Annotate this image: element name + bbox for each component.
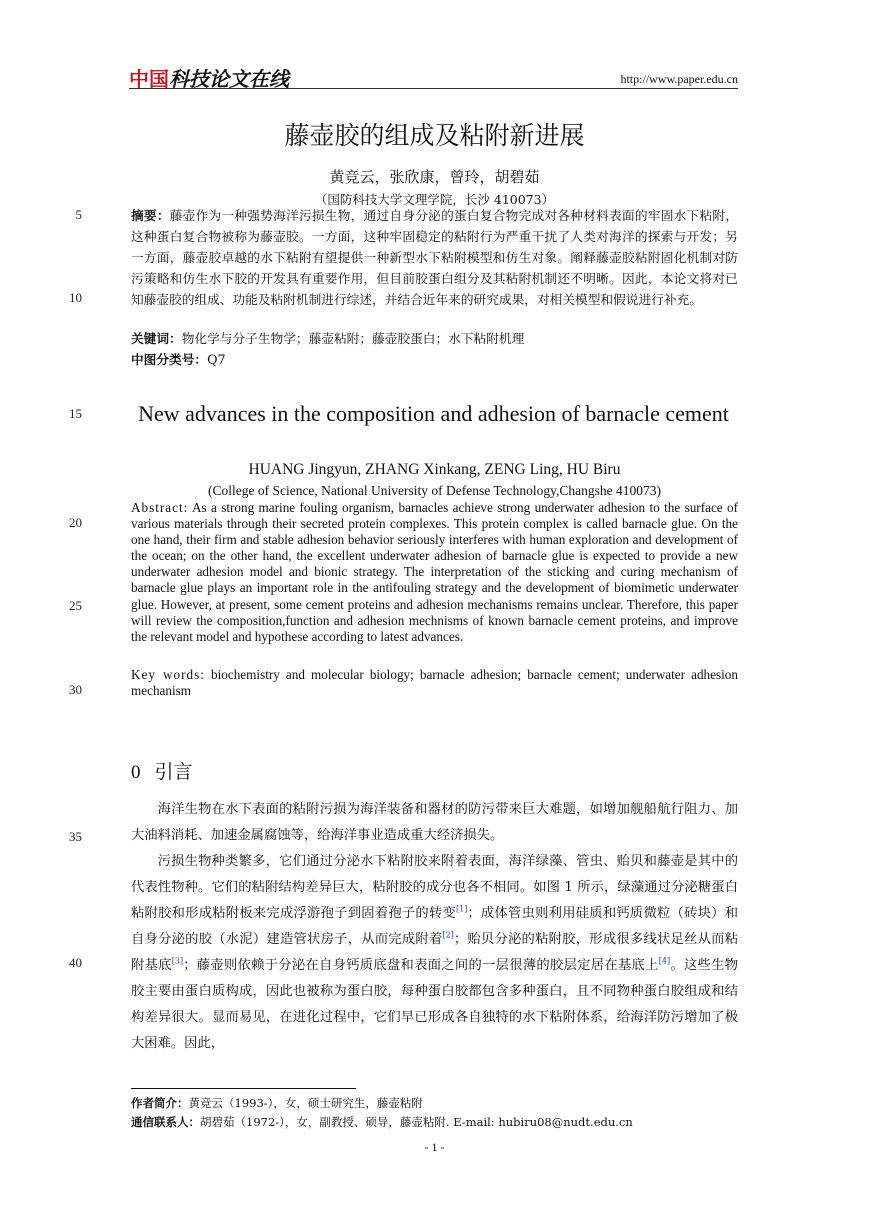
citation-3[interactable]: [3] [171, 956, 184, 966]
page-number: - 1 - [424, 1140, 445, 1154]
footnote-author-label: 作者简介： [131, 1096, 189, 1110]
body-text [131, 797, 738, 1057]
line-number: 25 [69, 598, 82, 613]
citation-4[interactable]: [4] [658, 956, 671, 966]
footnote-contact [131, 1113, 633, 1132]
section-number: 0 [131, 762, 141, 783]
clc-cn-label: 中图分类号： [131, 352, 208, 367]
clc-cn-text: Q7 [207, 352, 226, 367]
body-text-span: 。这些生物胶主要由蛋白质构成，因此也被称为蛋白胶，每种蛋白胶都包含多种蛋白，且不同物种蛋白胶组成和结构差异很大。显而易见，在进化过程中，它们早已形成各自独特的水下粘附体系，给海洋防污增加了极大困难。因此， [131, 958, 739, 1051]
logo-part1: 中国 [129, 67, 169, 91]
keywords-en-label: Key words: [131, 667, 205, 682]
line-number: 40 [69, 955, 82, 970]
body-paragraph-1: 海洋生物在水下表面的粘附污损为海洋装备和器材的防污带来巨大难题，如增加舰船航行阻力、加大油料消耗、加速金属腐蚀等，给海洋事业造成重大经济损失。 [131, 802, 738, 843]
abstract-cn [131, 206, 738, 311]
abstract-en-label: Abstract: [131, 500, 189, 515]
line-number: 30 [69, 682, 82, 697]
keywords-cn [131, 329, 738, 350]
header-url[interactable]: http://www.paper.edu.cn [620, 72, 738, 86]
citation-2[interactable]: [2] [442, 930, 454, 940]
keywords-cn-label: 关键词： [131, 331, 182, 346]
affiliation-en: (College of Science, National University of Defense Technology,Changshe 410073) [207, 483, 662, 498]
abstract-cn-text: 藤壶作为一种强势海洋污损生物，通过自身分泌的蛋白复合物完成对各种材料表面的牢固水下粘附，这种蛋白复合物被称为藤壶胶。一方面，这种牢固稳定的粘附行为严重干扰了人类对海洋的探索与开发；另一方面，藤壶胶卓越的水下粘附有望提供一种新型水下粘附模型和仿生对象。阐释藤壶胶粘附固化机制对防污策略和仿生水下胶的开发具有重要作用，但目前胶蛋白组分及其粘附机制还不明晰。因此，本论文将对已知藤壶胶的组成、功能及粘附机制进行综述，并结合近年来的研究成果，对相关模型和假说进行补充。 [131, 208, 739, 307]
keywords-cn-text: 物化学与分子生物学；藤壶粘附；藤壶胶蛋白；水下粘附机理 [181, 331, 525, 346]
footnote-contact-text: 胡碧茹（1972-），女，副教授、硕导，藤壶粘附. E-mail: hubiru08@nudt.edu.cn [200, 1115, 633, 1129]
abstract-cn-label: 摘要： [131, 208, 170, 223]
footnote-author-text: 黄竞云（1993-），女，硕士研究生，藤壶粘附 [188, 1096, 423, 1110]
title-cn: 藤壶胶的组成及粘附新进展 [284, 121, 585, 150]
keywords-en [131, 667, 738, 699]
body-text-span: ；成体管虫则利用硅质和钙质微粒（砖块）和自身分泌的胶（水泥）建造管状房子，从而完成附着 [131, 906, 739, 947]
line-number: 35 [69, 829, 82, 844]
line-number: 5 [75, 207, 82, 222]
authors-en: HUANG Jingyun, ZHANG Xinkang, ZENG Ling, HU Biru [248, 461, 621, 478]
line-number: 20 [69, 515, 82, 530]
footnote-rule [131, 1088, 356, 1089]
body-text-span: ；藤壶则依赖于分泌在自身钙质底盘和表面之间的一层很薄的胶层定居在基底上 [183, 958, 659, 973]
section-heading [131, 757, 193, 784]
line-number: 15 [69, 406, 82, 421]
header-rule [129, 88, 738, 89]
section-title: 引言 [154, 761, 193, 783]
footnote-author [131, 1094, 423, 1113]
body-text-span: ；贻贝分泌的粘附胶，形成很多线状足丝从而粘附基底 [131, 932, 739, 973]
title-en: New advances in the composition and adhesion of barnacle cement [138, 401, 729, 426]
clc-cn [131, 350, 738, 371]
line-number: 10 [69, 290, 82, 305]
body-paragraph-2 [131, 849, 738, 1057]
citation-1[interactable]: [1] [456, 904, 468, 914]
abstract-en [131, 500, 738, 645]
affiliation-cn: （国防科技大学文理学院，长沙 410073） [314, 192, 555, 207]
authors-cn: 黄竞云，张欣康，曾玲，胡碧茹 [329, 168, 540, 186]
logo-part2: 科技论文在线 [169, 67, 289, 91]
body-text-span: 污损生物种类繁多，它们通过分泌水下粘附胶来附着表面，海洋绿藻、管虫、贻贝和藤壶是其中的代表性物种。它们的粘附结构差异巨大，粘附胶的成分也各不相同。如图 1 所示，绿藻通过分泌糖蛋白粘附胶和形成粘附板来完成浮游孢子到固着孢子的转变 [131, 854, 738, 921]
footnote-contact-label: 通信联系人： [131, 1115, 200, 1129]
abstract-en-text: As a strong marine fouling organism, barnacles achieve strong underwater adhesion to the surface of various materials through their secreted protein complexes. This protein complex is called barnacle glue. On the one hand, their firm and stable adhesion behavior seriously interferes with human exploration and development of the ocean; on the other hand, the excellent underwater adhesion of barnacle glue is expected to provide a new underwater adhesion model and bionic strategy. The interpretation of the sticking and curing mechanism of barnacle glue plays an important role in the antifouling strategy and the development of biomimetic underwater glue. However, at present, some cement proteins and adhesion mechanisms remains unclear. Therefore, this paper will review the composition,function and adhesion mechnisms of known barnacle cement proteins, and improve the relevant model and hypothese according to latest advances. [131, 500, 738, 644]
keywords-en-text: biochemistry and molecular biology; barnacle adhesion; barnacle cement; underwater adhesion mechanism [131, 667, 738, 699]
